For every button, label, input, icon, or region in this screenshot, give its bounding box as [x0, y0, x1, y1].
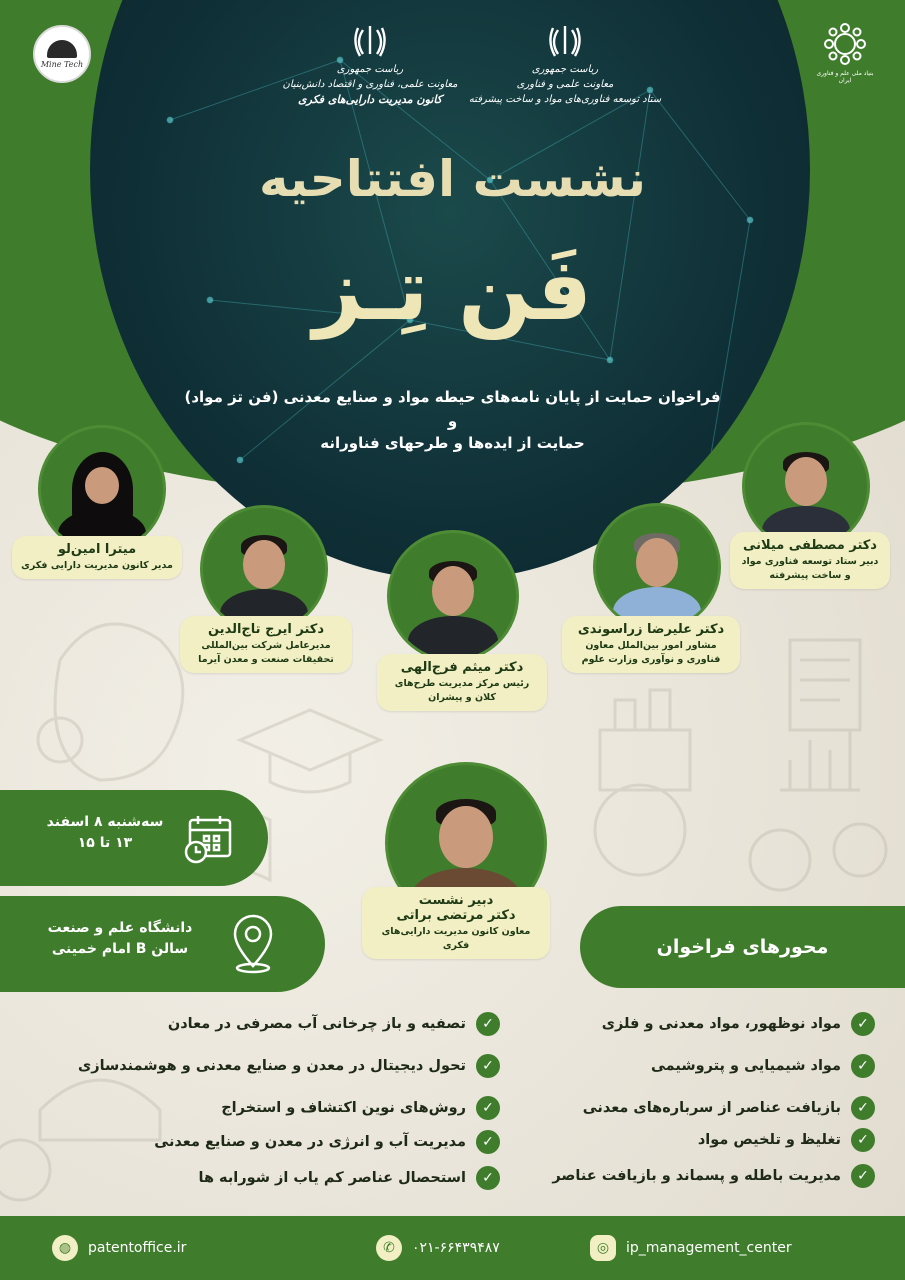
website-text: patentoffice.ir [88, 1240, 187, 1256]
globe-icon: ◍ [52, 1235, 78, 1261]
date-pill [0, 790, 268, 886]
topic-item [583, 1096, 875, 1120]
check-icon: ✓ [476, 1166, 500, 1190]
emblem-ip-line1: معاونت علمی، فناوری و اقتصاد دانش‌بنیان [282, 79, 458, 90]
footer-website[interactable] [52, 1235, 186, 1261]
instagram-icon: ◎ [590, 1235, 616, 1261]
mine-tech-logo-text: Mine Tech [40, 59, 84, 69]
secretary-name: دکتر مرتضی براتی [396, 908, 516, 923]
footer-bar [0, 1216, 905, 1280]
helmet-icon [47, 40, 77, 58]
topic-item [78, 1054, 500, 1078]
topic-item [698, 1128, 875, 1152]
topic-text: تصفیه و باز چرخانی آب مصرفی در معادن [167, 1016, 466, 1032]
topic-item [221, 1096, 500, 1120]
speaker-name: دکتر ایرج تاج‌الدین [207, 622, 325, 637]
speaker-card [377, 654, 547, 711]
emblem-materials-hq [460, 22, 670, 107]
check-icon: ✓ [476, 1054, 500, 1078]
topic-item [602, 1012, 875, 1036]
calendar-icon [182, 812, 236, 866]
speaker-photo [38, 425, 166, 553]
foundation-logo-text: بنیاد ملی علم و فناوری ایران [816, 70, 874, 85]
check-icon: ✓ [476, 1012, 500, 1036]
check-icon: ✓ [851, 1096, 875, 1120]
topic-item [552, 1164, 875, 1188]
topic-item [651, 1054, 875, 1078]
topic-item [199, 1166, 501, 1190]
check-icon: ✓ [851, 1054, 875, 1078]
speaker-photo [200, 505, 328, 633]
speaker-card [562, 616, 740, 673]
topic-text: تحول دیجیتال در معدن و صنایع معدنی و هوشمندسازی [77, 1058, 466, 1074]
iran-emblem-icon [353, 22, 387, 58]
speaker-card [730, 532, 890, 589]
speaker-photo [593, 503, 721, 631]
check-icon: ✓ [851, 1164, 875, 1188]
speaker-card [12, 536, 182, 579]
location-pin-icon [228, 912, 278, 974]
speaker-role: مدیر کانون مدیریت دارایی فکری [21, 560, 173, 571]
phone-icon: ✆ [376, 1235, 402, 1261]
speaker-card [180, 616, 352, 673]
emblem-ip-line2: کانون مدیریت دارایی‌های فکری [298, 93, 442, 106]
foundation-emblem-icon [823, 22, 867, 66]
speaker-name: دکتر علیرضا زراسوندی [577, 622, 725, 637]
topic-text: تغلیظ و تلخیص مواد [697, 1132, 841, 1148]
speaker-photo [742, 422, 870, 550]
event-venue: دانشگاه علم و صنعت [47, 920, 193, 936]
check-icon: ✓ [476, 1130, 500, 1154]
emblem-ip-center [275, 22, 465, 107]
subtitle-support: حمایت از ایده‌ها و طرحهای فناورانه [320, 434, 585, 452]
check-icon: ✓ [476, 1096, 500, 1120]
emblem-materials-line1: معاونت علمی و فناوری [516, 79, 614, 90]
topic-text: مواد نوظهور، مواد معدنی و فلزی [601, 1016, 841, 1032]
speaker-role: مدیرعامل شرکت بین‌المللی تحقیقات صنعت و معدن آیرما [198, 640, 334, 665]
speaker-role: رئیس مرکز مدیریت طرح‌های کلان و پیشران [394, 678, 530, 703]
topic-text: مواد شیمیایی و پتروشیمی [651, 1058, 841, 1074]
check-icon: ✓ [851, 1012, 875, 1036]
axes-title: محورهای فراخوان [656, 936, 829, 958]
phone-text: ۰۲۱-۶۶۴۳۹۴۸۷ [412, 1240, 500, 1256]
event-hall: سالن B امام خمینی [51, 941, 189, 957]
speaker-name: دکتر میثم فرج‌الهی [400, 660, 524, 675]
topic-item [168, 1012, 500, 1036]
secretary-card [362, 887, 550, 959]
speaker-photo [387, 530, 519, 662]
topic-text: بازیافت عناصر از سرباره‌های معدنی [582, 1100, 841, 1116]
footer-instagram[interactable] [590, 1235, 792, 1261]
topic-text: مدیریت باطله و پسماند و بازیافت عناصر [552, 1168, 841, 1184]
brand-title: فَن تِـز [313, 240, 592, 340]
iran-emblem-icon [548, 22, 582, 58]
topic-item [154, 1130, 500, 1154]
speaker-role: دبیر ستاد توسعه فناوری مواد و ساخت پیشرفته [741, 556, 879, 581]
subtitle-call: فراخوان حمایت از پایان نامه‌های حیطه مواد و صنایع معدنی (فن تز مواد) [184, 388, 721, 406]
secretary-label: دبیر نشست [418, 893, 494, 908]
speaker-role: مشاور امور بین‌الملل معاون فناوری و نوآوری وزارت علوم [581, 640, 721, 665]
footer-phone[interactable] [376, 1235, 500, 1261]
topic-text: استحصال عناصر کم یاب از شورابه ها [198, 1170, 466, 1186]
subtitle-and: و [447, 412, 458, 430]
secretary-role: معاون کانون مدیریت دارایی‌های فکری [381, 926, 531, 951]
emblem-materials-line2: ستاد توسعه فناوری‌های مواد و ساخت پیشرفته [468, 94, 662, 105]
event-title: نشست افتتاحیه [258, 150, 647, 208]
speaker-name: دکتر مصطفی میلانی [743, 538, 877, 553]
venue-pill [0, 896, 325, 992]
event-time: ۱۳ تا ۱۵ [77, 835, 133, 851]
emblem-ip-title: ریاست جمهوری [336, 64, 404, 75]
emblem-materials-title: ریاست جمهوری [531, 64, 599, 75]
mine-tech-logo [33, 25, 91, 83]
event-date: سه‌شنبه ۸ اسفند [46, 814, 164, 830]
national-foundation-logo [815, 22, 875, 90]
speaker-name: میترا امین‌لو [57, 542, 137, 557]
topic-text: مدیریت آب و انرژی در معدن و صنایع معدنی [154, 1134, 466, 1150]
instagram-text: ip_management_center [626, 1240, 792, 1256]
axes-title-pill [580, 906, 905, 988]
check-icon: ✓ [851, 1128, 875, 1152]
topic-text: روش‌های نوین اکتشاف و استخراج [221, 1100, 466, 1116]
